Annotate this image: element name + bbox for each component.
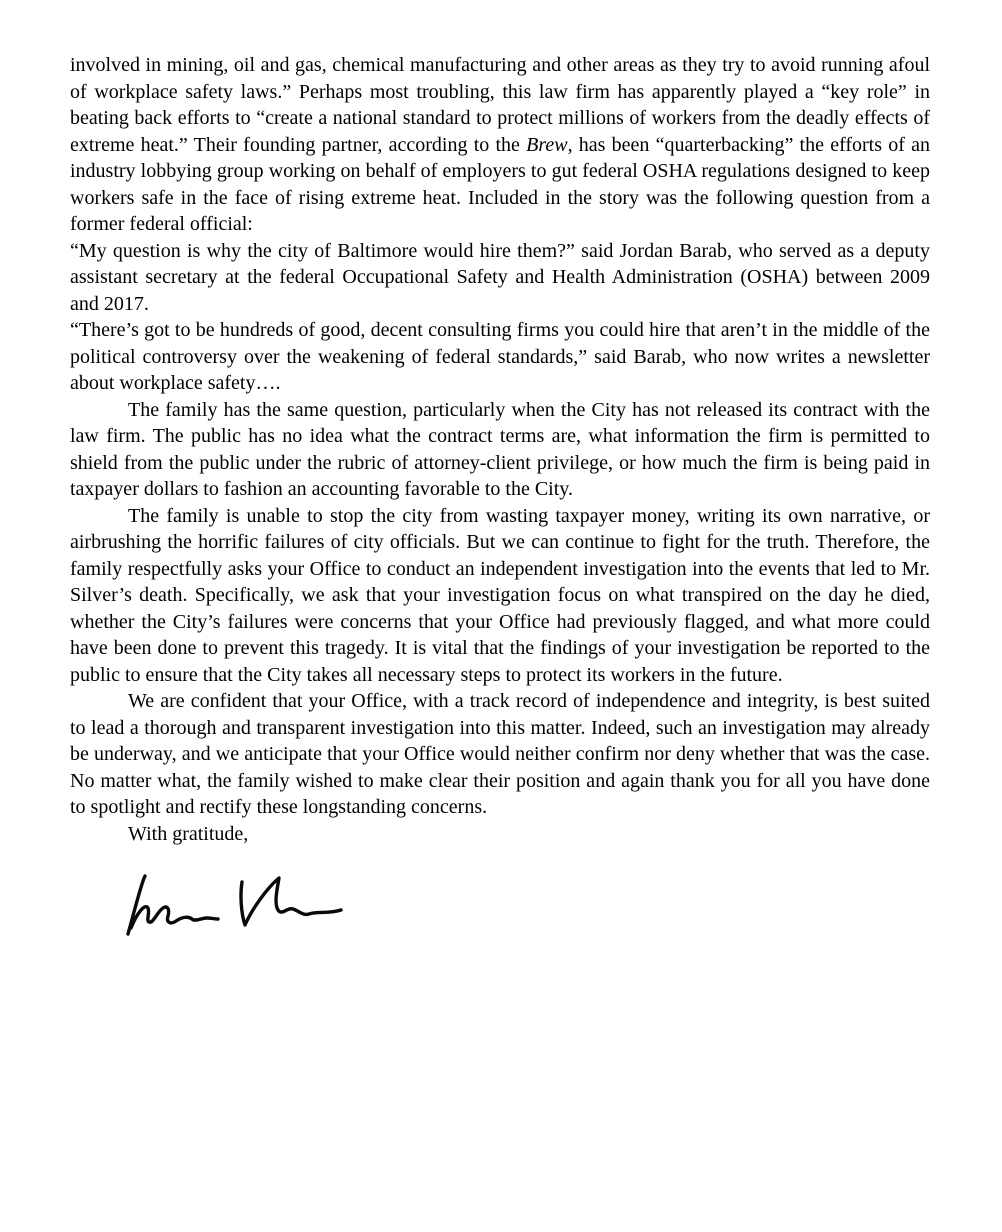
handwritten-signature-image [126, 873, 348, 941]
publication-name-italic: Brew [526, 133, 568, 156]
paragraph-confidence-in-office: We are confident that your Office, with a track record of independence and integrity, is best suited to lead a thorough and transparent investigation into this matter. Indeed, such an investigation may already be underway, and we anticipate that your Office would neither confirm nor deny whether that was the case. No matter what, the family wished to make clear their position and again thank you for all you have done to spotlight and rectify these longstanding concerns. [70, 690, 930, 818]
closing-salutation: With gratitude, [128, 822, 249, 845]
paragraph-family-same-question: The family has the same question, particularly when the City has not released its contract with the law firm. The public has no idea what the contract terms are, what information the firm is permitted to shield from the public under the rubric of attorney-client privilege, or how much the firm is being paid in taxpayer dollars to fashion an accounting favorable to the City. [70, 398, 930, 500]
paragraph-text: , has been “quarterbacking” the efforts of an industry lobbying group working on behalf of employers to gut federal OSHA regulations designed to keep workers safe in the face of rising extreme heat. Included in the story was the following question from a former federal official: [70, 133, 930, 235]
signature [126, 873, 930, 941]
paragraph-text: involved in mining, oil and gas, chemical manufacturing and other areas as they try to avoid running afoul of workplace safety laws.” Perhaps most troubling, this law firm has apparently played a “key role” in beating back efforts to “create a national standard to protect millions of workers from the deadly effects of extreme heat.” Their founding partner, according to the [70, 54, 930, 156]
blockquote-barab-consulting-firms: “There’s got to be hundreds of good, decent consulting firms you could hire that aren’t in the middle of the political controversy over the weakening of federal standards,” said Barab, who now writes a newsletter about workplace safety…. [70, 319, 930, 394]
paragraph-law-firm-criticism [70, 52, 930, 238]
paragraph-independent-investigation-request: The family is unable to stop the city from wasting taxpayer money, writing its own narrative, or airbrushing the horrific failures of city officials. But we can continue to fight for the truth. Therefore, the family respectfully asks your Office to conduct an independent investigation into the events that led to Mr. Silver’s death. Specifically, we ask that your investigation focus on what transpired on the day he died, whether the City’s failures were concerns that your Office had previously flagged, and what more could have been done to prevent this tragedy. It is vital that the findings of your investigation be reported to the public to ensure that the City takes all necessary steps to protect its workers in the future. [70, 504, 930, 686]
blockquote-barab-question: “My question is why the city of Baltimore would hire them?” said Jordan Barab, who served as a deputy assistant secretary at the federal Occupational Safety and Health Administration (OSHA) between 2009 and 2017. [70, 239, 930, 315]
